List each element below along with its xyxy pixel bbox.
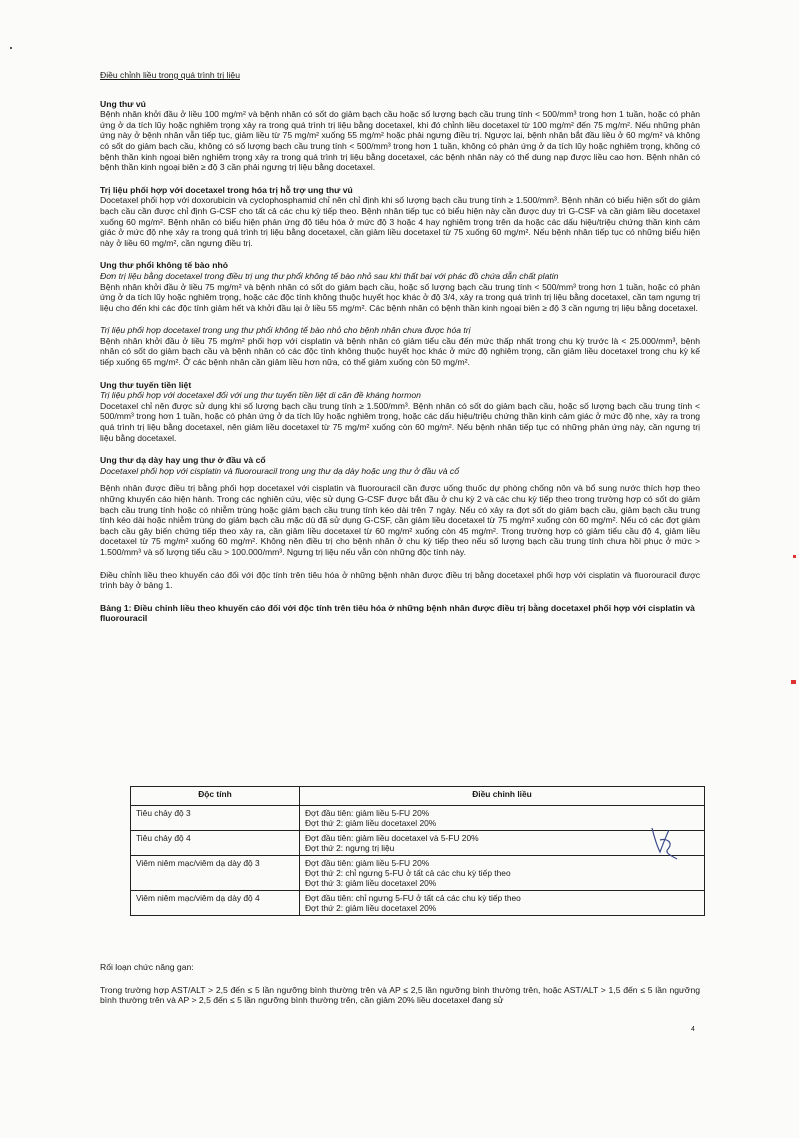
adjustment-cell [300, 891, 705, 916]
handwritten-initials [646, 822, 680, 862]
liver-title: Rối loạn chức năng gan: [100, 962, 194, 972]
liver-paragraph: Trong trường hợp AST/ALT > 2,5 đến ≤ 5 lần ngưỡng bình thường trên và AP ≤ 2,5 lần ngưỡng bình thường trên, hoặc AST/ALT > 1,5 đến ≤ 5 lần ngưỡng bình thường trên và AP > 2,5 đến ≤ 5 lần ngưỡng bình thường trên, cần giảm 20% liều docetaxel đang sử [100, 984, 700, 1006]
section-title: Ung thư dạ dày hay ung thư ở đầu và cổ [100, 455, 266, 466]
adjustment-line: Đợt đầu tiên: giảm liều 5-FU 20% [305, 858, 430, 868]
toxicity-cell: Viêm niêm mạc/viêm dạ dày độ 3 [131, 856, 300, 891]
adjustment-line: Đợt đầu tiên: giảm liều 5-FU 20% [305, 808, 430, 818]
document-body [100, 70, 700, 624]
adjustment-line: Đợt thứ 2: ngưng trị liệu [305, 843, 395, 853]
red-edge-mark [793, 555, 796, 558]
section-paragraph: Bệnh nhân khởi đầu ở liều 75 mg/m² phối hợp với cisplatin và bệnh nhân có giảm tiểu cầu đến mức thấp nhất trong chu kỳ trước là < 25.000/mm³, bệnh nhân có sốt do giảm bạch cầu và bệnh nhân có các độc tính không thuộc huyết học khác ở mức độ nghiêm trọng, cần giảm liều docetaxel trong chu kỳ kế tiếp xuống 65 mg/m². Ở các bệnh nhân cần giảm liều hơn nữa, có thể giảm xuống còn 50 mg/m². [100, 335, 700, 368]
page-number: 4 [691, 1026, 695, 1033]
adjustment-line: Đợt thứ 2: giảm liều docetaxel 20% [305, 818, 437, 828]
section-paragraph: Docetaxel phối hợp với doxorubicin và cyclophosphamid chỉ nên chỉ định khi số lượng bạch cầu trung tính ≥ 1.500/mm³. Bệnh nhân có biểu hiện sốt do giảm bạch cầu cần được chỉ định G-CSF cho tất cả các chu kỳ tiếp theo. Bệnh nhân tiếp tục có biểu hiện này cần được duy trì G-CSF và cần giảm liều docetaxel xuống 60 mg/m². Bệnh nhân có biểu hiện phản ứng độ tiêu hóa ở mức độ 3 hoặc 4 hay nghiêm trọng trên da hoặc các dấu hiệu/triệu chứng thần kinh cảm giác ở mức độ nhẹ xảy ra trong quá trình trị liệu bằng docetaxel, cần giảm liều docetaxel từ 75 xuống 60 mg/m². Nếu bệnh nhân tiếp tục có những biểu hiện này ở liều 60 mg/m², cần ngưng điều trị. [100, 195, 700, 248]
section-adjuvant-breast [100, 185, 700, 249]
adjustment-cell [300, 806, 705, 831]
table-row [131, 831, 705, 856]
section-paragraph: Bệnh nhân khởi đầu ở liều 100 mg/m² và bệnh nhân có sốt do giảm bạch cầu hoặc số lượng bạch cầu trung tính < 500/mm³ trong hơn 1 tuần, hoặc có phản ứng ở da tích lũy hoặc nghiêm trọng xảy ra trong quá trình trị liệu bằng docetaxel, khi đó chỉnh liều docetaxel từ 100 mg/m² đến 75 mg/m². Nếu những phản ứng này ở bệnh nhân vẫn tiếp tục, giảm liều từ 75 mg/m² xuống 55 mg/m² hoặc phải ngưng điều trị. Ngược lại, bệnh nhân bắt đầu liều ở 60 mg/m² và không có sốt do giảm bạch cầu, không có số lượng bạch cầu trung tính < 500/mm³ trong hơn 1 tuần, không có phản ứng ở da tích lũy hoặc nghiêm trọng, không có bệnh thần kinh ngoại biên nghiêm trọng xảy ra trong quá trình trị liệu bằng docetaxel, các bệnh nhân này có thể dung nạp được liều cao hơn. Bệnh nhân có bệnh thần kinh ngoại biên ≥ độ 3 cần phải ngưng trị liệu bằng docetaxel. [100, 109, 700, 173]
section-title: Ung thư phổi không tế bào nhỏ [100, 260, 228, 271]
liver-section [100, 962, 700, 1018]
adjustment-line: Đợt thứ 2: chỉ ngưng 5-FU ở tất cả các chu kỳ tiếp theo [305, 868, 511, 878]
section-gastric-head-neck [100, 455, 700, 557]
section-paragraph: Bệnh nhân được điều trị bằng phối hợp docetaxel với cisplatin và fluorouracil cần được uống thuốc dự phòng chống nôn và bổ sung nước thích hợp theo những khuyến cáo hiện hành. Trong các nghiên cứu, việc sử dụng G-CSF được bắt đầu ở chu kỳ 2 và các chu kỳ tiếp theo trong trường hợp có sốt do giảm bạch cầu trung tính hoặc có nhiễm trùng hoặc giảm bạch cầu trung tính kéo dài trên 7 ngày. Nếu có xảy ra đợt sốt do giảm bạch cầu, giảm bạch cầu trung tính kéo dài hoặc nhiễm trùng do giảm bạch cầu mặc dù đã sử dụng G-CSF, cần giảm liều docetaxel từ 75 mg/m² xuống còn 60 mg/m². Nếu có các đợt giảm bạch cầu gây biến chứng tiếp theo xảy ra, cần giảm liều docetaxel từ 60 mg/m² xuống còn 45 mg/m². Trong trường hợp có giảm tiểu cầu độ 4, giảm liều docetaxel từ 75 mg/m² xuống 60 mg/m². Không nên điều trị cho bệnh nhân ở chu kỳ tiếp theo nếu số lượng bạch cầu trung tính chưa hồi phục ở mức > 1.500/mm³ và số lượng tiểu cầu > 100.000/mm³. Ngưng trị liệu nếu vẫn còn những độc tính này. [100, 483, 700, 557]
section-subtitle: Trị liệu phối hợp với docetaxel đối với ung thư tuyến tiền liệt di căn đề kháng hormon [100, 390, 421, 401]
closing-paragraph: Điều chỉnh liều theo khuyến cáo đối với độc tính trên tiêu hóa ở những bệnh nhân được điều trị bằng docetaxel phối hợp với cisplatin và fluorouracil được trình bày ở bảng 1. [100, 569, 700, 591]
red-edge-mark [791, 680, 796, 684]
page-heading: Điều chỉnh liều trong quá trình trị liệu [100, 70, 240, 80]
section-prostate [100, 380, 700, 444]
section-title: Ung thư tuyến tiền liệt [100, 379, 192, 390]
section-paragraph: Bệnh nhân khởi đầu ở liều 75 mg/m² và bệnh nhân có sốt do giảm bạch cầu, hoặc số lượng bạch cầu trung tính < 500/mm³ trong hơn 1 tuần, hoặc có phản ứng ở da tích lũy hoặc nghiêm trọng, hoặc các độc tính không thuộc huyết học khác ở độ 3/4, xảy ra trong quá trình trị liệu bằng docetaxel, cần tạm ngưng trị liệu cho đến khi các độc tính giảm hết và khởi đầu lại ở liều 55 mg/m². Các bệnh nhân có bệnh thần kinh ngoại biên ≥ độ 3 cần ngưng trị liệu bằng docetaxel. [100, 281, 700, 313]
section-nsclc [100, 260, 700, 313]
toxicity-cell: Tiêu chảy độ 4 [131, 831, 300, 856]
section-subtitle: Đơn trị liệu bằng docetaxel trong điều trị ung thư phổi không tế bào nhỏ sau khi thất bại với phác đồ chứa dẫn chất platin [100, 270, 559, 281]
column-header-adjustment: Điều chỉnh liều [300, 787, 705, 806]
adjustment-line: Đợt đầu tiên: chỉ ngưng 5-FU ở tất cả các chu kỳ tiếp theo [305, 893, 521, 903]
adjustment-line: Đợt đầu tiên: giảm liều docetaxel và 5-FU 20% [305, 833, 479, 843]
section-subtitle: Trị liệu phối hợp docetaxel trong ung thư phổi không tế bào nhỏ cho bệnh nhân chưa được hóa trị [100, 325, 471, 336]
dose-adjustment-table [130, 786, 705, 916]
toxicity-cell: Viêm niêm mạc/viêm dạ dày độ 4 [131, 891, 300, 916]
table-row [131, 891, 705, 916]
table-row [131, 806, 705, 831]
toxicity-cell: Tiêu chảy độ 3 [131, 806, 300, 831]
adjustment-cell [300, 856, 705, 891]
adjustment-line: Đợt thứ 2: giảm liều docetaxel 20% [305, 903, 437, 913]
section-breast-cancer [100, 99, 700, 173]
table-caption: Bảng 1: Điều chỉnh liều theo khuyến cáo đối với độc tính trên tiêu hóa ở những bệnh nhân được điều trị bằng docetaxel phối hợp với cisplatin và fluorouracil [100, 602, 695, 624]
adjustment-line: Đợt thứ 3: giảm liều docetaxel 20% [305, 878, 437, 888]
section-title: Trị liệu phối hợp với docetaxel trong hóa trị hỗ trợ ung thư vú [100, 184, 353, 195]
section-title: Ung thư vú [100, 98, 146, 109]
table-row [131, 856, 705, 891]
section-paragraph: Docetaxel chỉ nên được sử dụng khi số lượng bạch cầu trung tính ≥ 1.500/mm³. Bệnh nhân có sốt do giảm bạch cầu, hoặc số lượng bạch cầu trung tính < 500/mm³ trong hơn 1 tuần, hoặc có phản ứng ở da tích lũy hoặc nghiêm trọng, hoặc các dấu hiệu/triệu chứng thần kinh cảm giác ở mức độ nhẹ, xảy ra trong quá trình trị liệu bằng docetaxel, nên giảm liều docetaxel từ 75 mg/m² xuống còn 60 mg/m². Nếu bệnh nhân tiếp tục có những phản ứng này, cần ngưng trị liệu bằng docetaxel. [100, 400, 700, 443]
section-nsclc-combination [100, 325, 700, 367]
scan-speck [10, 47, 12, 49]
adjustment-cell [300, 831, 705, 856]
section-subtitle: Docetaxel phối hợp với cisplatin và fluorouracil trong ung thư dạ dày hoặc ung thư ở đầu và cổ [100, 465, 459, 476]
table-header-row [131, 787, 705, 806]
column-header-toxicity: Độc tính [131, 787, 300, 806]
